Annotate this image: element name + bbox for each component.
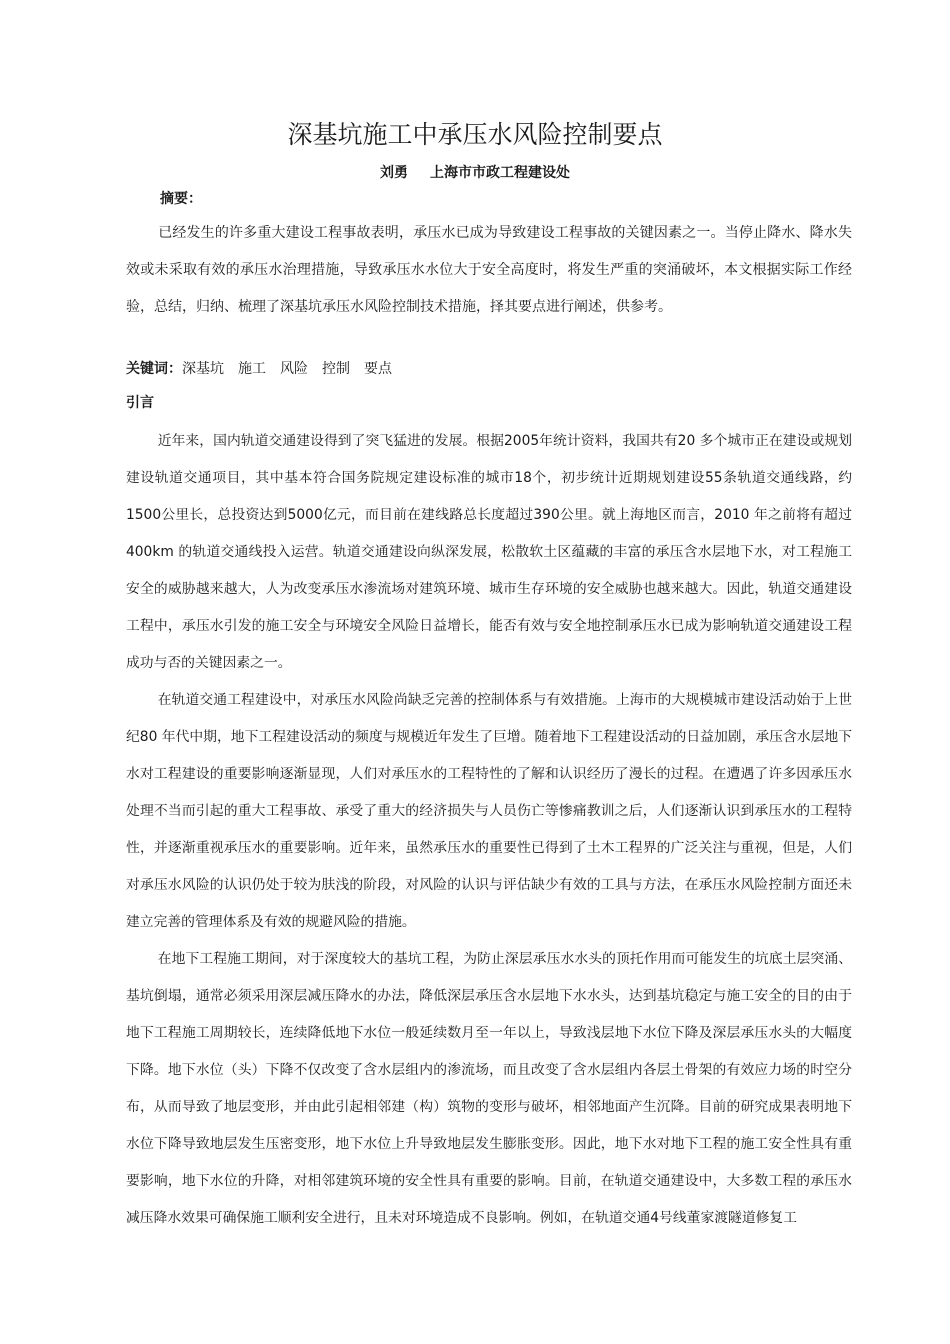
author-affiliation: 上海市市政工程建设处 (430, 165, 570, 181)
keyword: 风险 (280, 361, 308, 377)
keyword: 施工 (238, 361, 266, 377)
keyword: 要点 (364, 361, 392, 377)
abstract-label: 摘要： (160, 191, 202, 207)
abstract-text: 已经发生的许多重大建设工程事故表明，承压水已成为导致建设工程事故的关键因素之一。当停止降水、降水失效或未采取有效的承压水治理措施，导致承压水水位大于安全高度时，将发生严重的突涌破坏，本文根据实际工作经验，总结，归纳、梳理了深基坑承压水风险控制技术措施，择其要点进行阐述，供参考。 (126, 225, 852, 315)
keywords-label: 关键词： (126, 361, 182, 377)
keyword: 控制 (322, 361, 350, 377)
body-paragraph: 近年来，国内轨道交通建设得到了突飞猛进的发展。根据2005年统计资料，我国共有20 多个城市正在建设或规划建设轨道交通项目，其中基本符合国务院规定建设标准的城市18个，初步统计近期规划建设55条轨道交通线路，约1500公里长，总投资达到5000亿元，而目前在建线路总长度超过390公里。就上海地区而言，2010 年之前将有超过400km 的轨道交通线投入运营。轨道交通建设向纵深发展，松散软土区蕴藏的丰富的承压含水层地下水，对工程施工安全的威胁越来越大，人为改变承压水渗流场对建筑环境、城市生存环境的安全威胁也越来越大。因此，轨道交通建设工程中，承压水引发的施工安全与环境安全风险日益增长，能否有效与安全地控制承压水已成为影响轨道交通建设工程成功与否的关键因素之一。 (126, 433, 852, 671)
keywords-line (126, 358, 406, 380)
body-paragraph: 在地下工程施工期间，对于深度较大的基坑工程，为防止深层承压水水头的顶托作用而可能发生的坑底土层突涌、基坑倒塌，通常必须采用深层减压降水的办法，降低深层承压含水层地下水水头，达到基坑稳定与施工安全的目的由于地下工程施工周期较长，连续降低地下水位一般延续数月至一年以上，导致浅层地下水位下降及深层承压水头的大幅度下降。地下水位（头）下降不仅改变了含水层组内的渗流场，而且改变了含水层组内各层土骨架的有效应力场的时空分布，从而导致了地层变形，并由此引起相邻建（构）筑物的变形与破坏，相邻地面产生沉降。目前的研究成果表明地下水位下降导致地层发生压密变形，地下水位上升导致地层发生膨胀变形。因此，地下水对地下工程的施工安全性具有重要影响，地下水位的升降，对相邻建筑环境的安全性具有重要的影响。目前，在轨道交通建设中，大多数工程的承压水减压降水效果可确保施工顺利安全进行，且未对环境造成不良影响。例如，在轨道交通4号线董家渡隧道修复工 (126, 951, 852, 1226)
author-name: 刘勇 (380, 165, 408, 181)
author-line (0, 163, 950, 183)
keyword: 深基坑 (182, 361, 224, 377)
section-heading-introduction: 引言 (126, 395, 154, 411)
body-text (126, 423, 852, 1237)
document-title: 深基坑施工中承压水风险控制要点 (287, 120, 663, 149)
body-paragraph: 在轨道交通工程建设中，对承压水风险尚缺乏完善的控制体系与有效措施。上海市的大规模城市建设活动始于上世纪80 年代中期，地下工程建设活动的频度与规模近年发生了巨增。随着地下工程建设活动的日益加剧，承压含水层地下水对工程建设的重要影响逐渐显现，人们对承压水的工程特性的了解和认识经历了漫长的过程。在遭遇了许多因承压水处理不当而引起的重大工程事故、承受了重大的经济损失与人员伤亡等惨痛教训之后，人们逐渐认识到承压水的工程特性，并逐渐重视承压水的重要影响。近年来，虽然承压水的重要性已得到了土木工程界的广泛关注与重视，但是，人们对承压水风险的认识仍处于较为肤浅的阶段，对风险的认识与评估缺少有效的工具与方法，在承压水风险控制方面还未建立完善的管理体系及有效的规避风险的措施。 (126, 692, 852, 930)
